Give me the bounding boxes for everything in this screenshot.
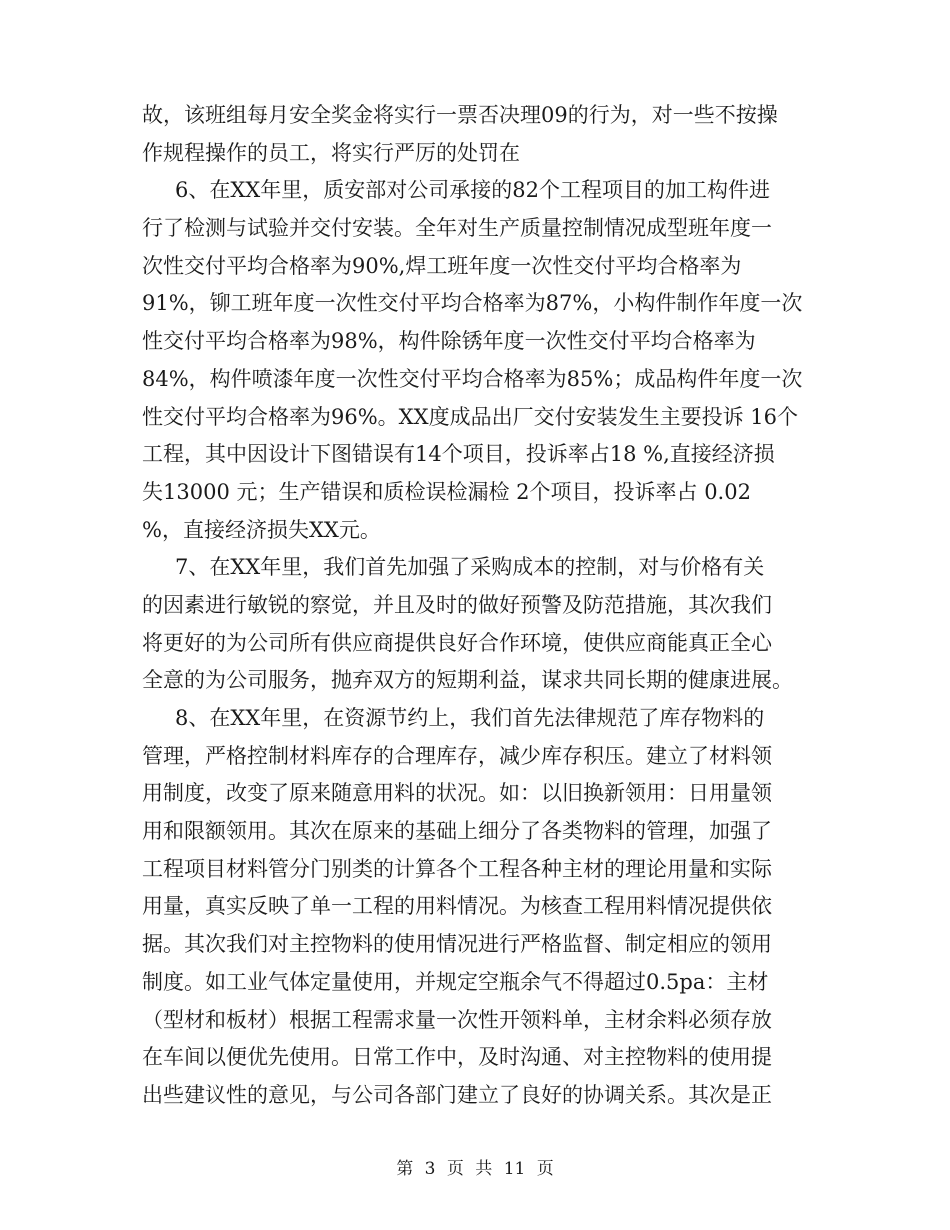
text-line: 据。其次我们对主控物料的使用情况进行严格监督、制定相应的领用	[142, 932, 772, 957]
text-line: 将更好的为公司所有供应商提供良好合作环境，使供应商能真正全心	[142, 630, 772, 655]
text-line: 8、在XX年里，在资源节约上，我们首先法律规范了库存物料的	[175, 706, 765, 730]
text-line: 工程项目材料管分门别类的计算各个工程各种主材的理论用量和实际	[142, 856, 772, 881]
text-line: 行了检测与试验并交付安装。全年对生产质量控制情况成型班年度一	[142, 216, 772, 241]
text-line: 工程，其中因设计下图错误有14个项目，投诉率占18 %,直接经济损	[142, 442, 775, 467]
text-line: （型材和板材）根据工程需求量一次性开领料单，主材余料必须存放	[142, 1007, 772, 1032]
text-line: 7、在XX年里，我们首先加强了采购成本的控制，对与价格有关	[175, 555, 765, 580]
text-line: 用制度，改变了原来随意用料的状况。如：以旧换新领用：日用量领	[142, 781, 772, 806]
text-line: 性交付平均合格率为98%，构件除锈年度一次性交付平均合格率为	[142, 329, 756, 354]
text-line: 次性交付平均合格率为90%,焊工班年度一次性交付平均合格率为	[142, 253, 742, 278]
text-line: 出些建议性的意见，与公司各部门建立了良好的协调关系。其次是正	[142, 1082, 772, 1107]
text-line: 全意的为公司服务，抛弃双方的短期利益，谋求共同长期的健康进展。	[142, 668, 793, 693]
text-line: 作规程操作的员工，将实行严厉的处罚在	[142, 140, 520, 165]
text-line: 84%，构件喷漆年度一次性交付平均合格率为85%；成品构件年度一次	[142, 366, 803, 391]
text-line: %，直接经济损失XX元。	[142, 517, 381, 542]
text-line: 的因素进行敏锐的察觉，并且及时的做好预警及防范措施，其次我们	[142, 592, 772, 617]
text-line: 用和限额领用。其次在原来的基础上细分了各类物料的管理，加强了	[142, 819, 772, 844]
text-line: 在车间以便优先使用。日常工作中，及时沟通、对主控物料的使用提	[142, 1045, 772, 1070]
text-line: 失13000 元；生产错误和质检误检漏检 2个项目，投诉率占 0.02	[142, 479, 751, 504]
text-line: 性交付平均合格率为96%。XX度成品出厂交付安装发生主要投诉 16个	[142, 404, 798, 429]
page-footer: 第 3 页 共 11 页	[396, 1159, 554, 1179]
text-line: 管理，严格控制材料库存的合理库存，减少库存积压。建立了材料领	[142, 743, 772, 768]
text-line: 故，该班组每月安全奖金将实行一票否决理09的行为，对一些不按操	[142, 103, 778, 127]
text-line: 6、在XX年里，质安部对公司承接的82个工程项目的加工构件进	[175, 178, 770, 203]
text-line: 用量，真实反映了单一工程的用料情况。为核查工程用料情况提供依	[142, 894, 772, 919]
text-line: 制度。如工业气体定量使用，并规定空瓶余气不得超过0.5pa：主材	[142, 969, 769, 994]
text-line: 91%，铆工班年度一次性交付平均合格率为87%，小构件制作年度一次	[142, 291, 803, 316]
document-body	[142, 97, 814, 1115]
